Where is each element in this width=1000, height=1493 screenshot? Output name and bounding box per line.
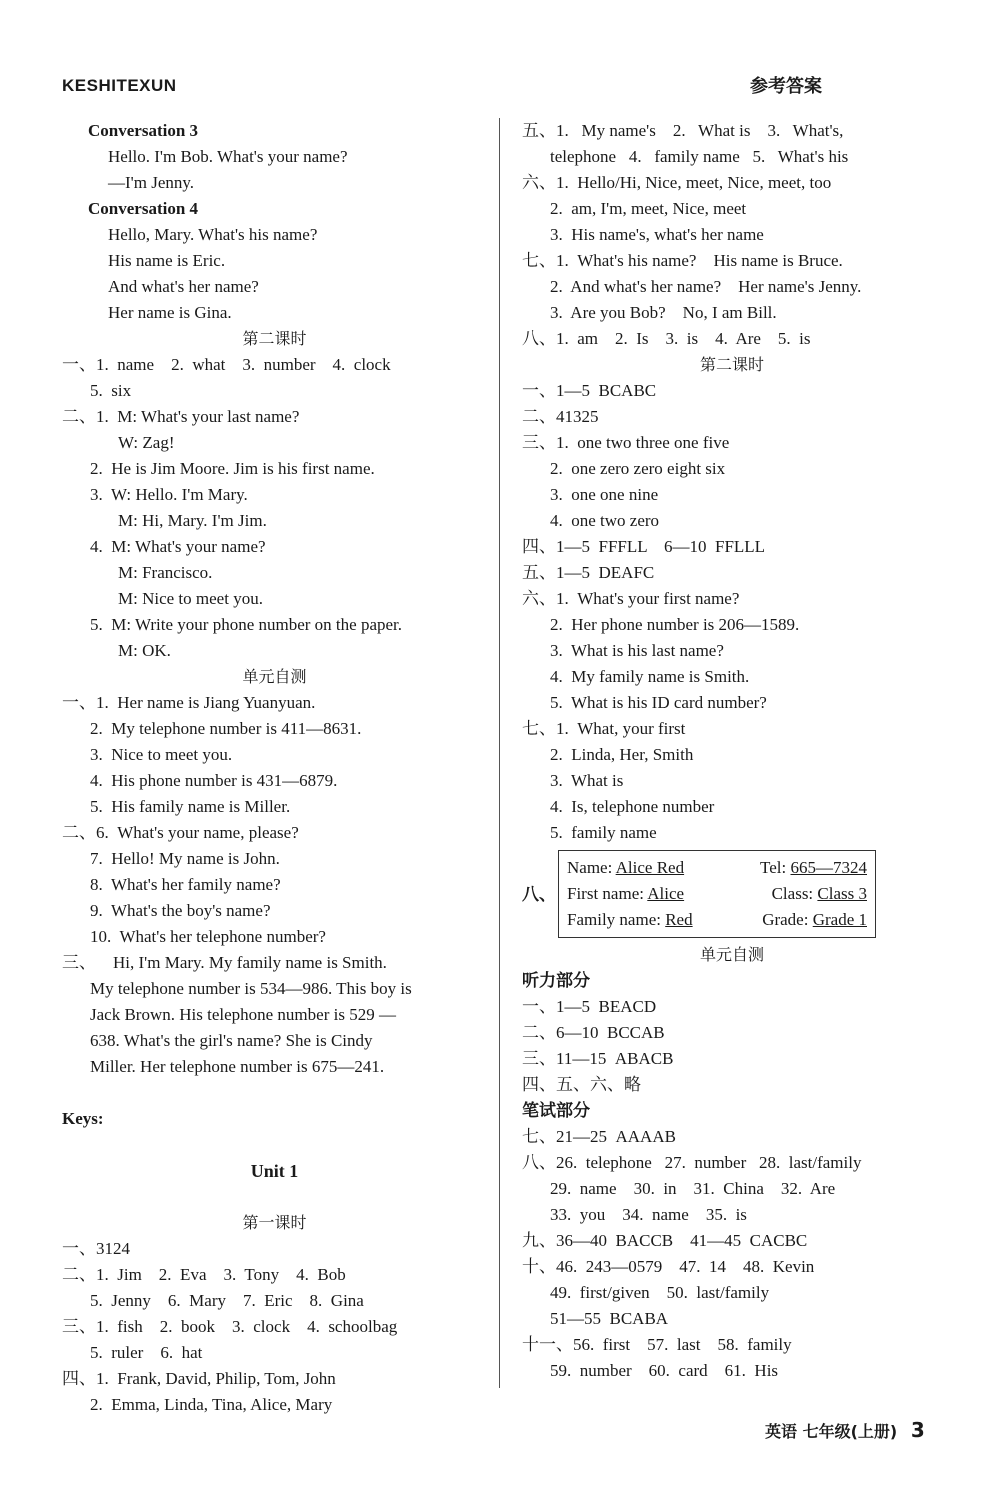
answer-line: 4. one two zero (550, 511, 660, 530)
answer-line: 十、46. 243—0579 47. 14 48. Kevin (522, 1257, 815, 1276)
card-class-value: Class 3 (817, 884, 867, 903)
answer-line: 2. And what's her name? Her name's Jenny. (550, 277, 862, 296)
answer-line: 二、1. Jim 2. Eva 3. Tony 4. Bob (62, 1265, 346, 1284)
answer-line: 二、1. M: What's your last name? (62, 407, 300, 426)
answer-line: 3. What is (550, 771, 624, 790)
answer-line: 2. Emma, Linda, Tina, Alice, Mary (90, 1395, 333, 1414)
answer-line: 七、1. What's his name? His name is Bruce. (522, 251, 843, 270)
answer-line: M: OK. (118, 641, 171, 660)
spacer (62, 1080, 487, 1106)
answer-line: 51—55 BCABA (550, 1309, 669, 1328)
answer-line: 638. What's the girl's name? She is Cindy (90, 1031, 373, 1050)
answer-line: 5. His family name is Miller. (90, 797, 291, 816)
section-heading: Unit 1 (250, 1161, 299, 1181)
answer-line: 4. My family name is Smith. (550, 667, 750, 686)
answer-line: Jack Brown. His telephone number is 529 — (90, 1005, 396, 1024)
card-tel-label: Tel: (760, 858, 787, 877)
right-column (522, 118, 942, 1384)
spacer (62, 1132, 487, 1158)
section-heading: 第二课时 (242, 329, 307, 348)
card-class-label: Class: (771, 884, 814, 903)
answer-line: 一、1. name 2. what 3. number 4. clock (62, 355, 391, 374)
answer-line: 5. Jenny 6. Mary 7. Eric 8. Gina (90, 1291, 364, 1310)
answer-line: —I'm Jenny. (108, 173, 195, 192)
section-heading: 第一课时 (242, 1213, 307, 1232)
answer-line: 8. What's her family name? (90, 875, 281, 894)
answer-line: 五、1. My name's 2. What is 3. What's, (522, 121, 844, 140)
answer-line: 四、1—5 FFFLL 6—10 FFLLL (522, 537, 766, 556)
name-card-label: 八、 (522, 885, 556, 905)
answer-line: 3. His name's, what's her name (550, 225, 764, 244)
page-footer (765, 1418, 925, 1442)
answer-line: 三、1. one two three one five (522, 433, 730, 452)
answer-line: 2. one zero zero eight six (550, 459, 726, 478)
answer-line: Conversation 4 (88, 199, 199, 218)
answer-line: 5. ruler 6. hat (90, 1343, 203, 1362)
answer-line: 7. Hello! My name is John. (90, 849, 280, 868)
answer-line: 八、1. am 2. Is 3. is 4. Are 5. is (522, 329, 811, 348)
answer-line: 2. My telephone number is 411—8631. (90, 719, 362, 738)
answer-line: 六、1. Hello/Hi, Nice, meet, Nice, meet, too (522, 173, 832, 192)
card-name-label: Name: (567, 858, 613, 877)
answer-line: Conversation 3 (88, 121, 199, 140)
page-number: 3 (910, 1418, 925, 1442)
header-title: 参考答案 (750, 76, 822, 97)
answer-line: Keys: (62, 1109, 104, 1128)
answer-line: 49. first/given 50. last/family (550, 1283, 770, 1302)
answer-line: 3. one one nine (550, 485, 659, 504)
answer-line: M: Francisco. (118, 563, 213, 582)
answer-line: 3. What is his last name? (550, 641, 724, 660)
answer-line: 一、3124 (62, 1239, 130, 1258)
answer-line: 59. number 60. card 61. His (550, 1361, 779, 1380)
answer-line: 2. He is Jim Moore. Jim is his first name. (90, 459, 375, 478)
card-family-value: Red (665, 910, 693, 929)
answer-line: 七、21—25 AAAAB (522, 1127, 676, 1146)
answer-line: 3. W: Hello. I'm Mary. (90, 485, 248, 504)
answer-line: 三、11—15 ABACB (522, 1049, 674, 1068)
section-heading: 第二课时 (699, 355, 764, 374)
answer-line: 一、1—5 BEACD (522, 997, 657, 1016)
header-brand: KESHITEXUN (62, 76, 177, 95)
answer-line: 5. six (90, 381, 132, 400)
answer-line: 二、41325 (522, 407, 599, 426)
answer-line: 十一、56. first 57. last 58. family (522, 1335, 792, 1354)
answer-line: Her name is Gina. (108, 303, 232, 322)
section-heading: 单元自测 (242, 667, 307, 686)
footer-grade: 七年级(上册) (802, 1422, 898, 1441)
answer-line: Hello. I'm Bob. What's your name? (108, 147, 348, 166)
answer-line: 2. am, I'm, meet, Nice, meet (550, 199, 747, 218)
card-name-value: Alice Red (615, 858, 685, 877)
answer-line: 4. Is, telephone number (550, 797, 715, 816)
card-tel-value: 665—7324 (790, 858, 867, 877)
name-card (558, 850, 876, 938)
answer-line: His name is Eric. (108, 251, 226, 270)
answer-line: 一、1—5 BCABC (522, 381, 657, 400)
answer-line: 9. What's the boy's name? (90, 901, 271, 920)
answer-line: M: Hi, Mary. I'm Jim. (118, 511, 267, 530)
answer-line: 六、1. What's your first name? (522, 589, 740, 608)
answer-line: W: Zag! (118, 433, 175, 452)
answer-line: 2. Linda, Her, Smith (550, 745, 694, 764)
answer-line: 三、1. fish 2. book 3. clock 4. schoolbag (62, 1317, 398, 1336)
answer-line: 二、6—10 BCCAB (522, 1023, 665, 1042)
answer-line: 三、 Hi, I'm Mary. My family name is Smith. (62, 953, 387, 972)
answer-line: 笔试部分 (522, 1101, 590, 1120)
answer-line: 四、1. Frank, David, Philip, Tom, John (62, 1369, 336, 1388)
card-first-value: Alice (647, 884, 685, 903)
footer-subject: 英语 (765, 1422, 798, 1441)
answer-line: 九、36—40 BACCB 41—45 CACBC (522, 1231, 808, 1250)
name-card-section (522, 850, 942, 938)
section-heading: 单元自测 (699, 945, 764, 964)
answer-line: 五、1—5 DEAFC (522, 563, 655, 582)
card-grade-value: Grade 1 (812, 910, 867, 929)
card-grade-label: Grade: (762, 910, 809, 929)
answer-line: 5. What is his ID card number? (550, 693, 767, 712)
answer-line: 5. family name (550, 823, 657, 842)
answer-line: M: Nice to meet you. (118, 589, 263, 608)
answer-line: 29. name 30. in 31. China 32. Are (550, 1179, 836, 1198)
card-family-label: Family name: (567, 910, 661, 929)
answer-line: 4. M: What's your name? (90, 537, 266, 556)
answer-line: 一、1. Her name is Jiang Yuanyuan. (62, 693, 316, 712)
card-first-label: First name: (567, 884, 644, 903)
answer-line: telephone 4. family name 5. What's his (550, 147, 849, 166)
spacer (62, 1184, 487, 1210)
answer-line: 10. What's her telephone number? (90, 927, 326, 946)
answer-line: 2. Her phone number is 206—1589. (550, 615, 800, 634)
answer-line: 听力部分 (522, 971, 590, 990)
answer-line: 七、1. What, your first (522, 719, 686, 738)
answer-line: My telephone number is 534—986. This boy is (90, 979, 412, 998)
answer-line: Miller. Her telephone number is 675—241. (90, 1057, 385, 1076)
answer-line: And what's her name? (108, 277, 259, 296)
answer-line: 四、五、六、略 (522, 1075, 641, 1094)
column-divider (499, 118, 500, 1388)
answer-line: 4. His phone number is 431—6879. (90, 771, 338, 790)
answer-line: 3. Nice to meet you. (90, 745, 233, 764)
answer-line: 33. you 34. name 35. is (550, 1205, 747, 1224)
answer-line: 八、26. telephone 27. number 28. last/family (522, 1153, 862, 1172)
answer-line: 3. Are you Bob? No, I am Bill. (550, 303, 777, 322)
answer-line: Hello, Mary. What's his name? (108, 225, 318, 244)
left-column (62, 118, 487, 1418)
answer-line: 5. M: Write your phone number on the paper. (90, 615, 403, 634)
answer-line: 二、6. What's your name, please? (62, 823, 299, 842)
